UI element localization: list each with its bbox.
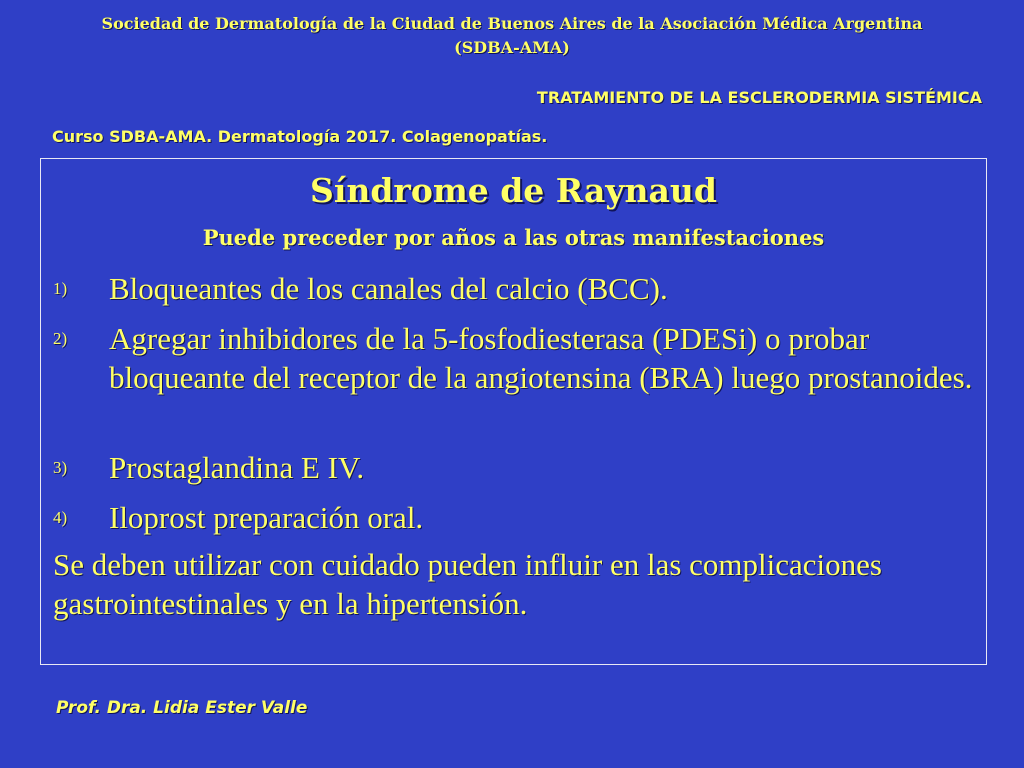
list-item-text: Iloprost preparación oral. — [109, 500, 424, 535]
slide-title: Síndrome de Raynaud — [310, 171, 717, 210]
slide-subtitle: Puede preceder por años a las otras manifestaciones — [202, 225, 825, 250]
list-item-text: Agregar inhibidores de la 5-fosfodiesterasa (PDESi) o probar bloqueante del receptor de la angiotensina (BRA) luego prostanoides. — [109, 321, 973, 395]
list-item — [53, 498, 973, 537]
closing-note: Se deben utilizar con cuidado pueden influir en las complicaciones gastrointestinales y en la hipertensión. — [53, 547, 882, 621]
author-credit: Prof. Dra. Lidia Ester Valle — [56, 698, 308, 718]
list-item-text: Bloqueantes de los canales del calcio (BCC). — [109, 271, 668, 306]
course-info: Curso SDBA-AMA. Dermatología 2017. Colagenopatías. — [52, 127, 548, 146]
list-item-number: 3) — [53, 458, 68, 477]
list-item-text: Prostaglandina E IV. — [109, 450, 365, 485]
list-item — [53, 319, 973, 397]
course-topic: TRATAMIENTO DE LA ESCLERODERMIA SISTÉMICA — [536, 88, 982, 107]
list-item — [53, 448, 973, 487]
content-box — [40, 158, 987, 665]
list-item-number: 1) — [53, 279, 68, 298]
list-item-number: 2) — [53, 329, 68, 348]
organization-abbreviation: (SDBA-AMA) — [454, 38, 570, 57]
organization-name: Sociedad de Dermatología de la Ciudad de Buenos Aires de la Asociación Médica Argentina — [101, 14, 923, 33]
list-item — [53, 269, 973, 308]
list-item-number: 4) — [53, 508, 68, 527]
